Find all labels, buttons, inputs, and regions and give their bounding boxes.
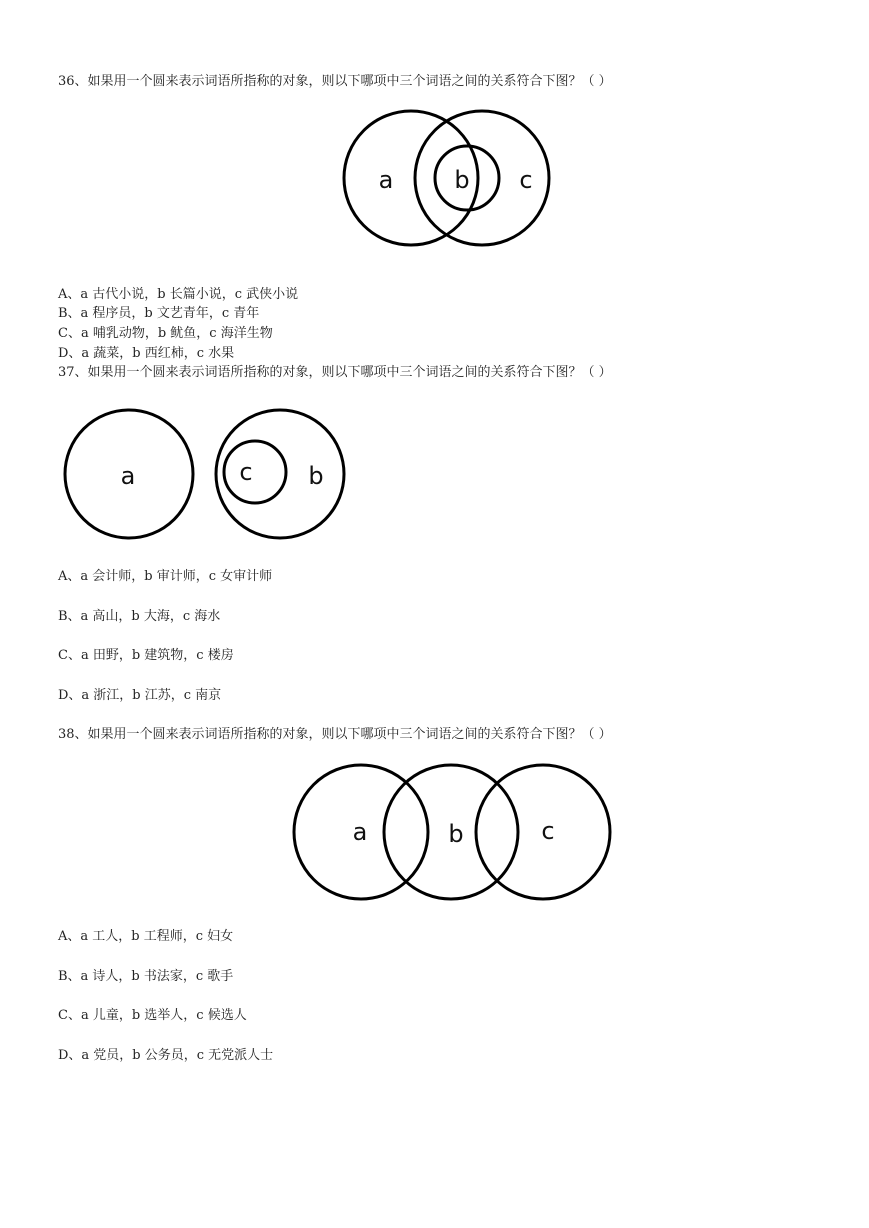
label-b: b [448,820,464,848]
question-37-option-c: C、a 田野，b 建筑物，c 楼房 [58,648,234,663]
label-c: c [519,166,533,194]
question-38-option-a: A、a 工人，b 工程师，c 妇女 [58,929,234,944]
question-37-option-b: B、a 高山，b 大海，c 海水 [58,609,221,624]
question-37-option-a: A、a 会计师，b 审计师，c 女审计师 [58,569,273,584]
label-a: a [378,166,394,194]
question-38-option-b: B、a 诗人，b 书法家，c 歌手 [58,969,234,984]
label-a: a [352,818,368,846]
question-38-option-d: D、a 党员，b 公务员，c 无党派人士 [58,1048,274,1063]
question-37-option-d: D、a 浙江，b 江苏，c 南京 [58,688,222,703]
question-36-option-d: D、a 蔬菜，b 西红柿，c 水果 [58,346,235,361]
question-38-option-c: C、a 儿童，b 选举人，c 候选人 [58,1008,247,1023]
question-36-option-a: A、a 古代小说，b 长篇小说，c 武侠小说 [58,287,299,302]
question-36-stem: 36、如果用一个圆来表示词语所指称的对象，则以下哪项中三个词语之间的关系符合下图？（ ） [58,74,612,89]
label-a: a [120,462,136,490]
label-b: b [454,166,470,194]
question-38-stem: 38、如果用一个圆来表示词语所指称的对象，则以下哪项中三个词语之间的关系符合下图？（ ） [58,727,612,742]
question-37-stem: 37、如果用一个圆来表示词语所指称的对象，则以下哪项中三个词语之间的关系符合下图？（ ） [58,365,612,380]
question-36-option-b: B、a 程序员，b 文艺青年，c 青年 [58,306,260,321]
label-b: b [308,462,324,490]
label-c: c [541,817,555,845]
label-c: c [239,458,253,486]
question-36-option-c: C、a 哺乳动物，b 鱿鱼，c 海洋生物 [58,326,273,341]
